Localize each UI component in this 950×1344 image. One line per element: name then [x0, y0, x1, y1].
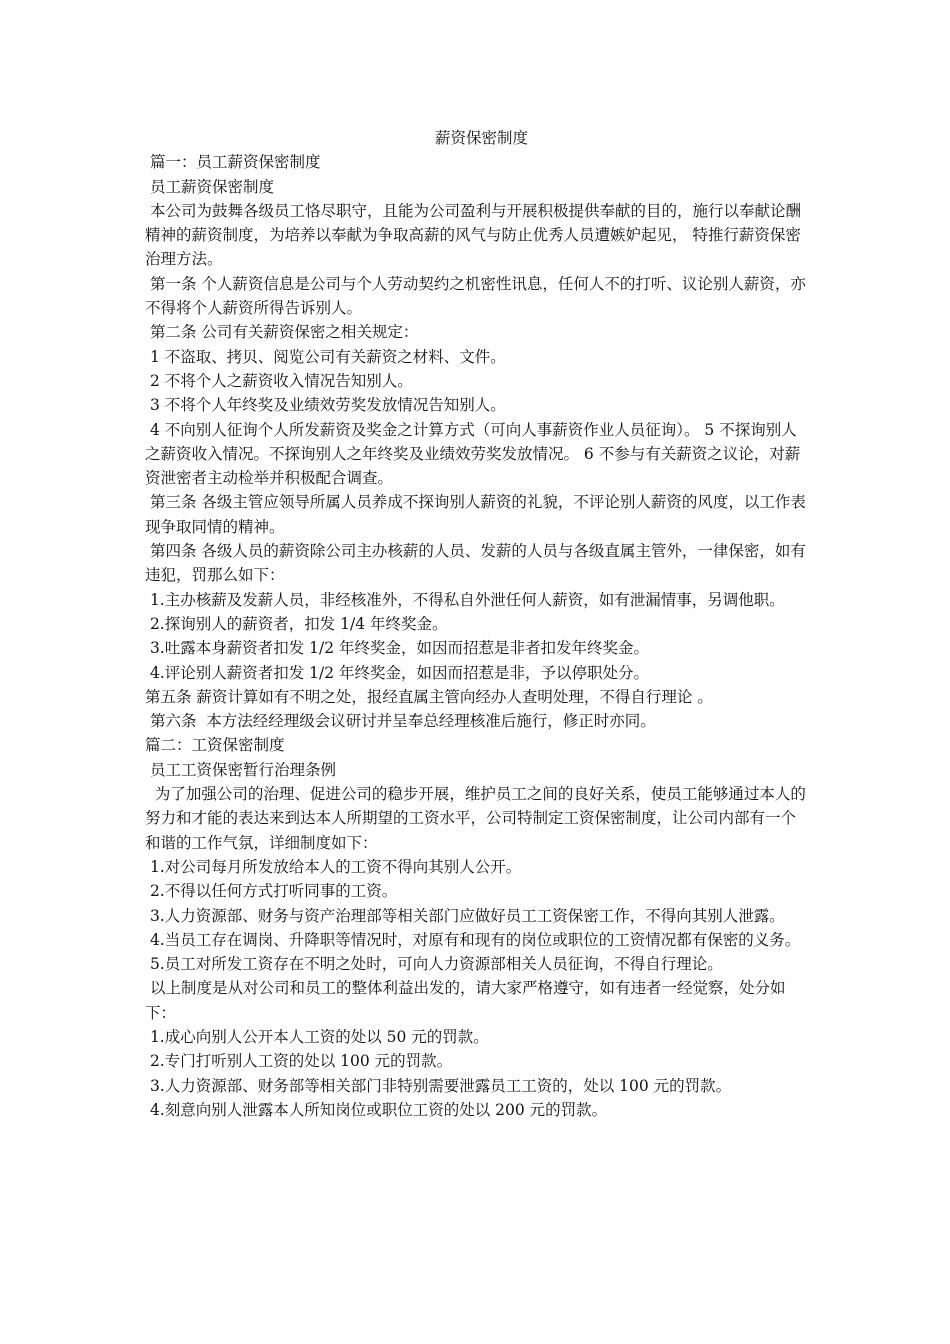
paragraph: 篇二：工资保密制度	[145, 736, 285, 755]
paragraph: 3.人力资源部、财务部等相关部门非特别需要泄露员工工资的，处以 100 元的罚款。	[145, 1076, 732, 1095]
paragraph: 1.成心向别人公开本人工资的处以 50 元的罚款。	[145, 1027, 489, 1046]
document-body	[145, 126, 810, 1122]
paragraph: 本公司为鼓舞各级员工恪尽职守，且能为公司盈利与开展积极提供奉献的目的，施行以奉献论酬精神的薪资制度，为培养以奉献为争取高薪的风气与防止优秀人员遭嫉妒起见， 特推行薪资保密治理方法。	[145, 201, 801, 269]
paragraph: 3 不将个人年终奖及业绩效劳奖发放情况告知别人。	[145, 396, 506, 415]
paragraph: 第三条 各级主管应领导所属人员养成不探询别人薪资的礼貌，不评论别人薪资的风度，以工作表现争取同情的精神。	[145, 493, 806, 536]
paragraph: 2.不得以任何方式打听同事的工资。	[145, 882, 398, 901]
document-title: 薪资保密制度	[434, 129, 528, 147]
paragraph: 5.员工对所发工资存在不明之处时，可向人力资源部相关人员征询，不得自行理论。	[145, 955, 723, 974]
paragraph: 3.吐露本身薪资者扣发 1/2 年终奖金，如因而招惹是非者扣发年终奖金。	[145, 639, 650, 658]
paragraph: 第二条 公司有关薪资保密之相关规定：	[145, 323, 419, 342]
paragraph: 第一条 个人薪资信息是公司与个人劳动契约之机密性讯息，任何人不的打听、议论别人薪资，亦不得将个人薪资所得告诉别人。	[145, 274, 806, 318]
paragraph: 1.主办核薪及发薪人员，非经核准外，不得私自外泄任何人薪资，如有泄漏情事，另调他职。	[145, 590, 785, 609]
paragraph: 1 不盗取、拷贝、阅览公司有关薪资之材料、文件。	[145, 347, 506, 366]
paragraph: 以上制度是从对公司和员工的整体利益出发的，请大家严格遵守，如有违者一经觉察，处分如下：	[145, 979, 786, 1022]
paragraph: 员工薪资保密制度	[145, 177, 274, 196]
paragraph: 4 不向别人征询个人所发薪资及奖金之计算方式（可向人事薪资作业人员征询）。 5 不探询别人之薪资收入情况。不探询别人之年终奖及业绩效劳奖发放情况。 6 不参与有关薪资之议论，对薪资泄密者主动检举并积极配合调查。	[145, 420, 801, 488]
paragraph: 第四条 各级人员的薪资除公司主办核薪的人员、发薪的人员与各级直属主管外，一律保密，如有违犯，罚那么如下：	[145, 542, 806, 585]
paragraph: 2.专门打听别人工资的处以 100 元的罚款。	[145, 1052, 453, 1071]
paragraph: 1.对公司每月所发放给本人的工资不得向其别人公开。	[145, 857, 522, 876]
paragraph: 4.刻意向别人泄露本人所知岗位或职位工资的处以 200 元的罚款。	[145, 1100, 608, 1119]
paragraph: 4.当员工存在调岗、升降职等情况时，对原有和现有的岗位或职位的工资情况都有保密的义务。	[145, 930, 801, 949]
paragraph: 篇一：员工薪资保密制度	[145, 153, 321, 172]
paragraph: 2.探询别人的薪资者，扣发 1/4 年终奖金。	[145, 614, 448, 633]
paragraph: 2 不将个人之薪资收入情况告知别人。	[145, 371, 413, 390]
paragraph: 第六条 本方法经经理级会议研讨并呈奉总经理核准后施行，修正时亦同。	[145, 712, 656, 731]
paragraph: 4.评论别人薪资者扣发 1/2 年终奖金，如因而招惹是非，予以停职处分。	[145, 663, 650, 682]
paragraph: 为了加强公司的治理、促进公司的稳步开展，维护员工之间的良好关系，使员工能够通过本人的努力和才能的表达来到达本人所期望的工资水平，公司特制定工资保密制度，让公司内部有一个和谐的工作气氛，详细制度如下：	[145, 785, 806, 852]
paragraph: 员工工资保密暂行治理条例	[145, 760, 336, 779]
paragraph: 第五条 薪资计算如有不明之处，报经直属主管向经办人查明处理，不得自行理论 。	[145, 687, 713, 706]
paragraph: 3.人力资源部、财务与资产治理部等相关部门应做好员工工资保密工作，不得向其别人泄露。	[145, 906, 785, 925]
